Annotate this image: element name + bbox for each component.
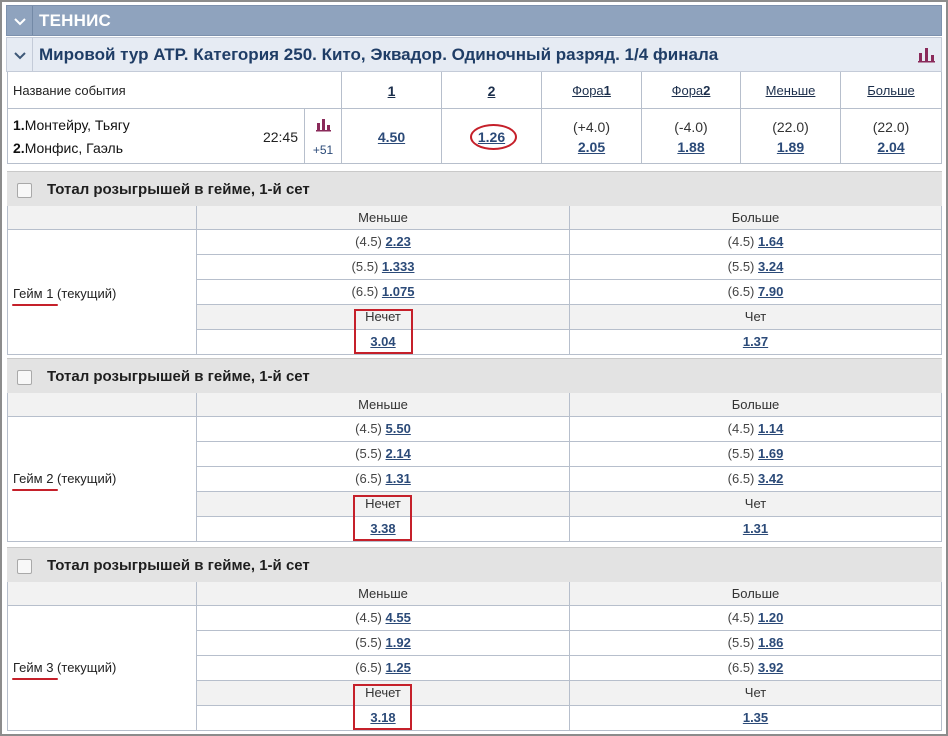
option-param: (6.5) xyxy=(727,660,755,675)
option-param: (5.5) xyxy=(727,446,755,461)
over-header-label: Больше xyxy=(731,397,780,412)
fora2-cell[interactable] xyxy=(642,109,741,164)
game-label: Гейм 1 (текущий) xyxy=(13,286,117,301)
market-title: Тотал розыгрышей в гейме, 1-й сет xyxy=(47,181,310,198)
market-header[interactable] xyxy=(7,171,942,206)
red-underline xyxy=(12,489,58,491)
event-extra-cell[interactable] xyxy=(305,109,342,164)
option-param: (6.5) xyxy=(727,284,755,299)
option-odd[interactable]: 3.42 xyxy=(758,471,784,486)
fora2-odd[interactable]: 1.88 xyxy=(677,139,705,155)
option-odd[interactable]: 1.92 xyxy=(385,635,411,650)
option-odd[interactable]: 2.23 xyxy=(385,234,411,249)
col-2-header[interactable] xyxy=(442,72,542,109)
even-label-cell xyxy=(570,492,942,517)
under-cell[interactable] xyxy=(741,109,841,164)
over-option[interactable] xyxy=(570,631,942,656)
option-odd[interactable]: 1.14 xyxy=(758,421,784,436)
sport-title: ТЕННИС xyxy=(39,11,111,30)
option-param: (6.5) xyxy=(727,471,755,486)
option-param: (4.5) xyxy=(355,234,382,249)
option-param: (6.5) xyxy=(351,284,379,299)
col-over-label[interactable]: Больше xyxy=(867,83,915,98)
fora2-num: 2 xyxy=(703,83,711,98)
option-param: (4.5) xyxy=(355,421,382,436)
option-odd[interactable]: 4.55 xyxy=(385,610,411,625)
over-odd[interactable]: 2.04 xyxy=(877,139,905,155)
under-option[interactable] xyxy=(197,631,570,656)
even-label: Чет xyxy=(744,309,767,324)
market-header[interactable] xyxy=(7,547,942,582)
bar-chart-icon[interactable] xyxy=(918,46,935,63)
odd-value[interactable]: 3.04 xyxy=(370,334,396,349)
team-1-name: Монтейру, Тьягу xyxy=(24,117,130,133)
red-underline xyxy=(12,678,58,680)
market-block xyxy=(7,547,942,732)
under-option[interactable] xyxy=(197,606,570,631)
option-param: (5.5) xyxy=(727,635,755,650)
sport-header[interactable] xyxy=(6,5,942,36)
option-odd[interactable]: 3.24 xyxy=(758,259,784,274)
over-header xyxy=(570,393,942,417)
odd-1[interactable]: 4.50 xyxy=(377,129,406,145)
under-option[interactable] xyxy=(197,656,570,681)
under-header-label: Меньше xyxy=(358,397,408,412)
under-option[interactable] xyxy=(197,280,570,305)
option-odd[interactable]: 1.31 xyxy=(385,471,411,486)
under-option[interactable] xyxy=(197,417,570,442)
market-block xyxy=(7,171,942,356)
checkbox-icon[interactable] xyxy=(17,183,32,198)
even-value[interactable]: 1.35 xyxy=(742,710,769,725)
option-odd[interactable]: 1.69 xyxy=(758,446,784,461)
fora1-text: Фора xyxy=(572,83,604,98)
option-param: (5.5) xyxy=(727,259,755,274)
team-2-num: 2. xyxy=(13,140,25,156)
market-title: Тотал розыгрышей в гейме, 1-й сет xyxy=(47,368,310,385)
under-header xyxy=(197,206,570,230)
option-param: (6.5) xyxy=(355,471,382,486)
over-option[interactable] xyxy=(570,442,942,467)
highlight-box xyxy=(353,684,412,730)
odd-value[interactable]: 3.38 xyxy=(370,521,396,536)
under-header-label: Меньше xyxy=(358,586,408,601)
even-value[interactable]: 1.31 xyxy=(742,521,769,536)
tournament-title: Мировой тур ATP. Категория 250. Кито, Эквадор. Одиночный разряд. 1/4 финала xyxy=(39,45,719,64)
game-label-cell xyxy=(7,606,197,731)
game-label-cell xyxy=(7,230,197,355)
over-option[interactable] xyxy=(570,417,942,442)
even-label-cell xyxy=(570,305,942,330)
market-title: Тотал розыгрышей в гейме, 1-й сет xyxy=(47,557,310,574)
under-header-label: Меньше xyxy=(358,210,408,225)
game-label: Гейм 2 (текущий) xyxy=(13,471,117,486)
fora2-text: Фора xyxy=(671,83,704,98)
odd-2[interactable]: 1.26 xyxy=(477,129,506,145)
tournament-header[interactable] xyxy=(6,37,942,72)
even-value-cell[interactable] xyxy=(570,706,942,731)
red-underline xyxy=(12,304,58,306)
fora1-odd[interactable]: 2.05 xyxy=(577,139,606,155)
game-label: Гейм 3 (текущий) xyxy=(13,660,117,675)
even-label: Чет xyxy=(744,685,767,700)
option-param: (6.5) xyxy=(355,660,382,675)
odd-1-cell[interactable] xyxy=(342,109,442,164)
option-odd[interactable]: 1.64 xyxy=(758,234,784,249)
under-odd[interactable]: 1.89 xyxy=(776,139,805,155)
option-odd[interactable]: 1.25 xyxy=(385,660,411,675)
team-1-num: 1. xyxy=(13,117,25,133)
option-param: (4.5) xyxy=(727,234,755,249)
option-odd[interactable]: 1.86 xyxy=(758,635,784,650)
col-fora1-header[interactable] xyxy=(542,72,642,109)
over-option[interactable] xyxy=(570,656,942,681)
option-param: (5.5) xyxy=(355,446,382,461)
highlight-box xyxy=(353,495,412,541)
checkbox-icon[interactable] xyxy=(17,559,32,574)
highlight-ring xyxy=(470,124,517,150)
over-option[interactable] xyxy=(570,255,942,280)
col-1-header[interactable] xyxy=(342,72,442,109)
over-option[interactable] xyxy=(570,230,942,255)
team-2[interactable] xyxy=(13,140,123,156)
option-odd[interactable]: 1.20 xyxy=(758,610,784,625)
option-odd[interactable]: 2.14 xyxy=(385,446,411,461)
team-2-name: Монфис, Гаэль xyxy=(24,140,124,156)
team-1[interactable] xyxy=(13,117,130,133)
header-spacer xyxy=(7,393,197,417)
under-option[interactable] xyxy=(197,255,570,280)
option-odd[interactable]: 3.92 xyxy=(758,660,784,675)
odd-label: Нечет xyxy=(365,309,401,324)
over-option[interactable] xyxy=(570,606,942,631)
option-param: (5.5) xyxy=(355,635,382,650)
chevron-down-icon[interactable] xyxy=(7,38,33,71)
odd-value[interactable]: 3.18 xyxy=(370,710,396,725)
under-header xyxy=(197,393,570,417)
option-param: (5.5) xyxy=(351,259,379,274)
checkbox-icon[interactable] xyxy=(17,370,32,385)
option-odd[interactable]: 1.333 xyxy=(381,259,415,274)
under-option[interactable] xyxy=(197,442,570,467)
highlight-box xyxy=(354,309,413,354)
option-param: (4.5) xyxy=(727,610,755,625)
even-value-cell[interactable] xyxy=(570,517,942,542)
col-1-label[interactable]: 1 xyxy=(387,83,396,99)
more-markets-link[interactable]: +51 xyxy=(312,143,334,157)
over-header-label: Больше xyxy=(731,586,780,601)
fora2-param: (-4.0) xyxy=(674,119,708,135)
col-fora2-label[interactable] xyxy=(642,83,740,98)
under-option[interactable] xyxy=(197,230,570,255)
market-header[interactable] xyxy=(7,358,942,393)
over-header xyxy=(570,582,942,606)
header-spacer xyxy=(7,582,197,606)
bar-chart-icon[interactable] xyxy=(316,117,331,132)
fora1-param: (+4.0) xyxy=(573,119,610,135)
game-label-cell xyxy=(7,417,197,542)
over-cell[interactable] xyxy=(841,109,942,164)
event-cell[interactable] xyxy=(7,109,305,164)
option-odd[interactable]: 7.90 xyxy=(758,284,784,299)
event-name-label: Название события xyxy=(13,83,126,98)
over-option[interactable] xyxy=(570,467,942,492)
even-value[interactable]: 1.37 xyxy=(742,334,769,349)
odd-label: Нечет xyxy=(365,685,401,700)
option-param: (4.5) xyxy=(355,610,382,625)
over-header xyxy=(570,206,942,230)
option-odd[interactable]: 5.50 xyxy=(385,421,411,436)
option-param: (4.5) xyxy=(727,421,755,436)
chevron-down-icon[interactable] xyxy=(7,6,33,35)
odd-2-cell[interactable] xyxy=(442,109,542,164)
col-under-header[interactable] xyxy=(741,72,841,109)
col-under-label[interactable]: Меньше xyxy=(765,83,816,98)
under-header xyxy=(197,582,570,606)
match-time: 22:45 xyxy=(262,129,298,145)
over-param: (22.0) xyxy=(872,119,910,135)
under-option[interactable] xyxy=(197,467,570,492)
even-label-cell xyxy=(570,681,942,706)
col-fora2-header[interactable] xyxy=(642,72,741,109)
over-header-label: Больше xyxy=(731,210,780,225)
option-odd[interactable]: 1.075 xyxy=(381,284,415,299)
fora1-cell[interactable] xyxy=(542,109,642,164)
even-label: Чет xyxy=(744,496,767,511)
over-option[interactable] xyxy=(570,280,942,305)
odd-label: Нечет xyxy=(365,496,401,511)
col-2-label[interactable]: 2 xyxy=(487,83,496,99)
even-value-cell[interactable] xyxy=(570,330,942,355)
market-block xyxy=(7,358,942,542)
col-over-header[interactable] xyxy=(841,72,942,109)
under-param: (22.0) xyxy=(772,119,809,135)
header-spacer xyxy=(7,206,197,230)
fora1-num: 1 xyxy=(603,83,611,98)
col-fora1-label[interactable] xyxy=(542,83,641,98)
event-name-header xyxy=(7,72,342,109)
